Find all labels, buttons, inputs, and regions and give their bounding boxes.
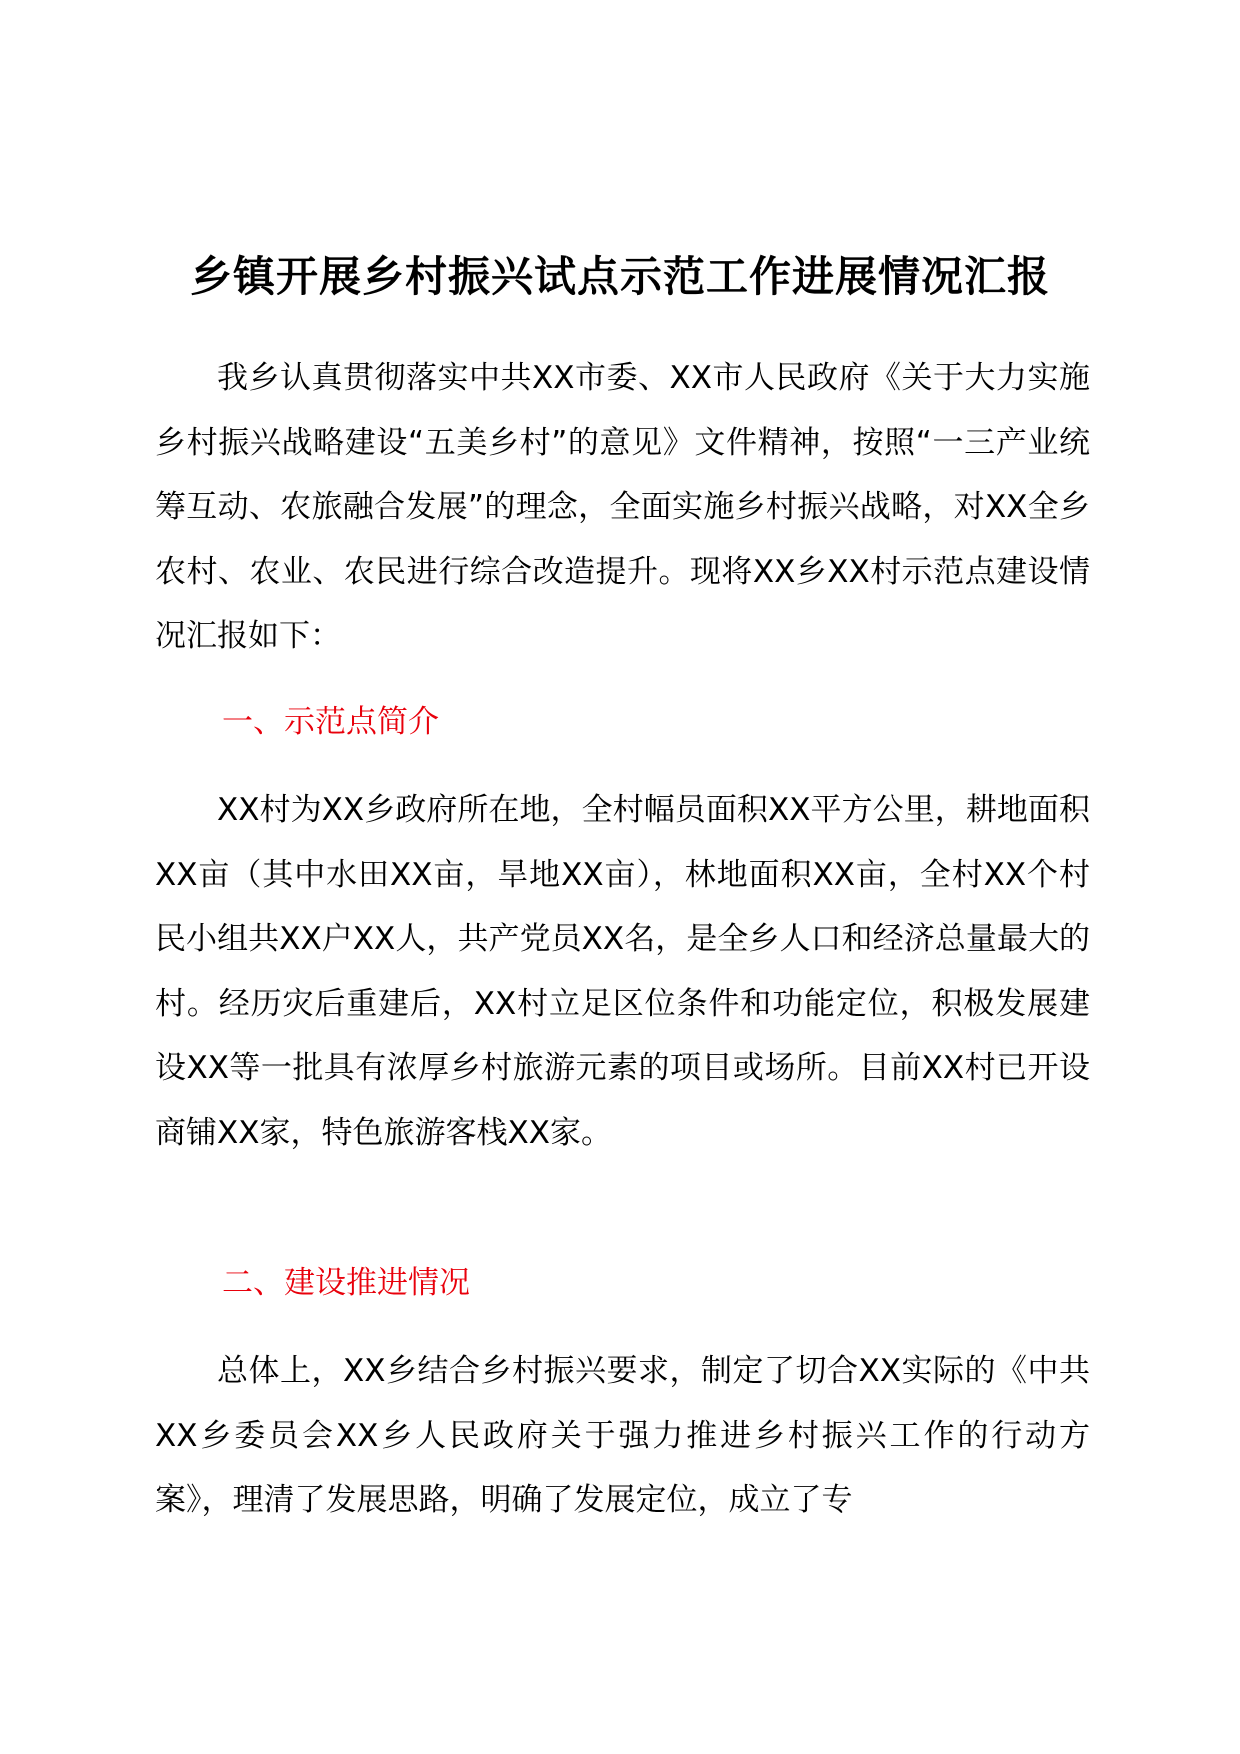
intro-paragraph: 我乡认真贯彻落实中共XX市委、XX市人民政府《关于大力实施乡村振兴战略建设“五美乡村”的意见》文件精神，按照“一三产业统筹互动、农旅融合发展”的理念，全面实施乡村振兴战略，对XX全乡农村、农业、农民进行综合改造提升。现将XX乡XX村示范点建设情况汇报如下：	[155, 360, 1090, 654]
section-1-paragraph: XX村为XX乡政府所在地，全村幅员面积XX平方公里，耕地面积XX亩（其中水田XX亩，旱地XX亩），林地面积XX亩，全村XX个村民小组共XX户XX人，共产党员XX名，是全乡人口和经济总量最大的村。经历灾后重建后，XX村立足区位条件和功能定位，积极发展建设XX等一批具有浓厚乡村旅游元素的项目或场所。目前XX村已开设商铺XX家，特色旅游客栈XX家。	[155, 792, 1090, 1151]
section-heading-2: 二、建设推进情况	[222, 1265, 470, 1301]
document-title: 乡镇开展乡村振兴试点示范工作进展情况汇报	[189, 252, 1050, 301]
section-2-paragraph: 总体上，XX乡结合乡村振兴要求，制定了切合XX实际的《中共XX乡委员会XX乡人民政府关于强力推进乡村振兴工作的行动方案》，理清了发展思路，明确了发展定位，成立了专	[155, 1353, 1090, 1518]
section-heading-1: 一、示范点简介	[222, 704, 439, 740]
